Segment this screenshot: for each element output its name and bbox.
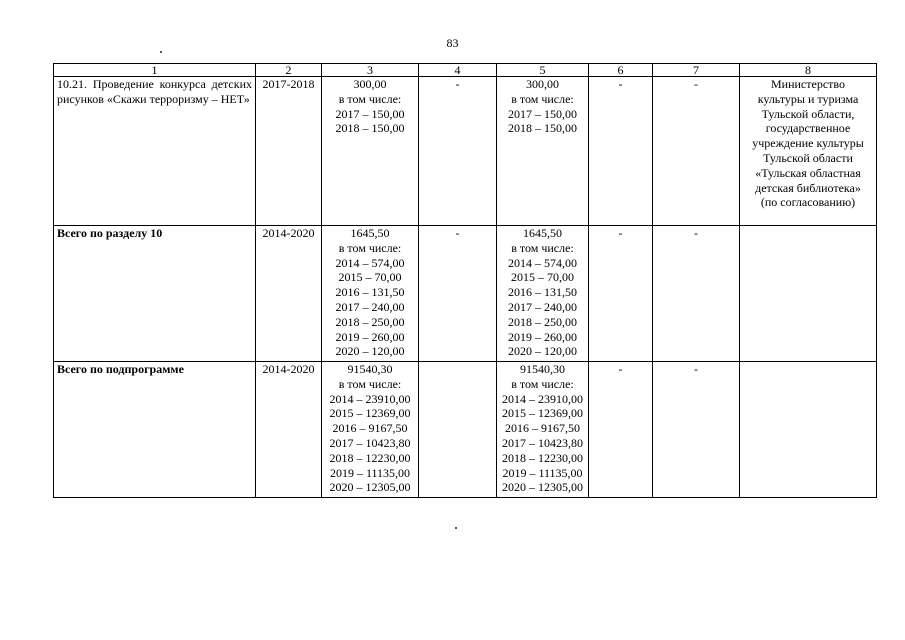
- cell-line: Министерство: [771, 77, 845, 91]
- cell-line: 2017 – 10423,80: [329, 435, 411, 450]
- cell-line: 2018 – 250,00: [335, 314, 405, 329]
- funding-col4-cell: -: [419, 226, 497, 362]
- cell-line: (по согласованию): [760, 195, 856, 210]
- activity-name: Всего по подпрограмме: [54, 362, 256, 498]
- column-header: 1: [54, 64, 256, 77]
- cell-line: 2020 – 12305,00: [502, 480, 583, 495]
- funding-col6-cell: -: [589, 226, 653, 362]
- cell-line: 2017 – 240,00: [508, 299, 577, 314]
- cell-line: 2020 – 120,00: [335, 344, 405, 359]
- cell-line: 300,00: [526, 77, 559, 91]
- cell-line: Тульской области: [763, 150, 853, 165]
- funding-col7-cell: -: [653, 226, 740, 362]
- cell-line: 2018 – 150,00: [335, 121, 405, 136]
- table-row: [54, 226, 877, 362]
- funding-col5-cell: [497, 226, 589, 362]
- cell-line: детская библиотека»: [755, 180, 861, 195]
- total-funding-cell: [322, 77, 419, 226]
- cell-line: 2019 – 260,00: [508, 329, 577, 344]
- funding-col5-cell: [497, 77, 589, 226]
- cell-line: 2016 – 9167,50: [505, 421, 580, 436]
- cell-line: 2017 – 10423,80: [502, 435, 583, 450]
- cell-line: учреждение культуры: [752, 136, 864, 151]
- cell-line: 2015 – 70,00: [338, 270, 402, 285]
- cell-line: в том числе:: [511, 240, 574, 255]
- cell-line: 91540,30: [520, 362, 565, 376]
- cell-line: 2014 – 574,00: [508, 255, 577, 270]
- cell-line: 2017 – 240,00: [335, 299, 405, 314]
- page-number: 83: [446, 36, 459, 50]
- funding-col7-cell: -: [653, 362, 740, 498]
- cell-line: 2016 – 131,50: [508, 285, 577, 300]
- total-funding-cell: [322, 226, 419, 362]
- cell-line: 2018 – 12230,00: [502, 450, 583, 465]
- cell-line: культуры и туризма: [757, 91, 859, 106]
- period-cell: 2014-2020: [256, 226, 322, 362]
- cell-line: 2015 – 12369,00: [329, 406, 411, 421]
- responsible-executor-cell: [740, 362, 877, 498]
- funding-col4-cell: -: [419, 77, 497, 226]
- funding-col6-cell: -: [589, 362, 653, 498]
- period-cell: 2017-2018: [256, 77, 322, 226]
- column-header: 5: [497, 64, 589, 77]
- funding-col7-cell: -: [653, 77, 740, 226]
- cell-line: 91540,30: [347, 362, 393, 376]
- cell-line: 1645,50: [350, 226, 390, 240]
- cell-line: «Тульская областная: [755, 165, 861, 180]
- column-header: 4: [419, 64, 497, 77]
- cell-line: в том числе:: [338, 91, 402, 106]
- cell-line: 300,00: [353, 77, 387, 91]
- cell-line: 2014 – 574,00: [335, 255, 405, 270]
- column-header: 2: [256, 64, 322, 77]
- cell-line: 2020 – 12305,00: [329, 480, 411, 495]
- activity-name: 10.21. Проведение конкурса детских рисунков «Скажи терроризму – НЕТ»: [54, 77, 256, 226]
- cell-line: в том числе:: [511, 91, 574, 106]
- cell-line: 2020 – 120,00: [508, 344, 577, 359]
- cell-line: 2017 – 150,00: [335, 106, 405, 121]
- cell-line: 2018 – 12230,00: [329, 450, 411, 465]
- funding-col6-cell: -: [589, 77, 653, 226]
- cell-line: 1645,50: [523, 226, 562, 240]
- scan-speck: [455, 527, 457, 529]
- responsible-executor-cell: [740, 226, 877, 362]
- cell-line: 2016 – 131,50: [335, 285, 405, 300]
- cell-line: в том числе:: [511, 376, 574, 391]
- cell-line: государственное: [765, 121, 851, 136]
- cell-line: в том числе:: [338, 376, 402, 391]
- cell-line: 2017 – 150,00: [508, 106, 577, 121]
- cell-line: 2015 – 70,00: [511, 270, 574, 285]
- cell-line: в том числе:: [338, 240, 402, 255]
- column-header: 3: [322, 64, 419, 77]
- table-row: [54, 77, 877, 226]
- total-funding-cell: [322, 362, 419, 498]
- budget-table: [53, 63, 877, 498]
- cell-line: 2014 – 23910,00: [502, 391, 583, 406]
- cell-line: 2018 – 250,00: [508, 314, 577, 329]
- column-header: 7: [653, 64, 740, 77]
- column-header: 8: [740, 64, 877, 77]
- period-cell: 2014-2020: [256, 362, 322, 498]
- scan-speck: [160, 51, 162, 53]
- table-header-row: [54, 64, 877, 77]
- activity-name: Всего по разделу 10: [54, 226, 256, 362]
- cell-line: 2015 – 12369,00: [502, 406, 583, 421]
- table-row: [54, 362, 877, 498]
- cell-line: 2019 – 11135,00: [329, 465, 411, 480]
- funding-col5-cell: [497, 362, 589, 498]
- cell-line: Тульской области,: [761, 106, 855, 121]
- cell-line: 2018 – 150,00: [508, 121, 577, 136]
- cell-line: 2014 – 23910,00: [329, 391, 411, 406]
- cell-line: 2019 – 11135,00: [502, 465, 583, 480]
- cell-line: 2016 – 9167,50: [332, 421, 408, 436]
- funding-col4-cell: [419, 362, 497, 498]
- column-header: 6: [589, 64, 653, 77]
- responsible-executor-cell: [740, 77, 877, 226]
- cell-line: 2019 – 260,00: [335, 329, 405, 344]
